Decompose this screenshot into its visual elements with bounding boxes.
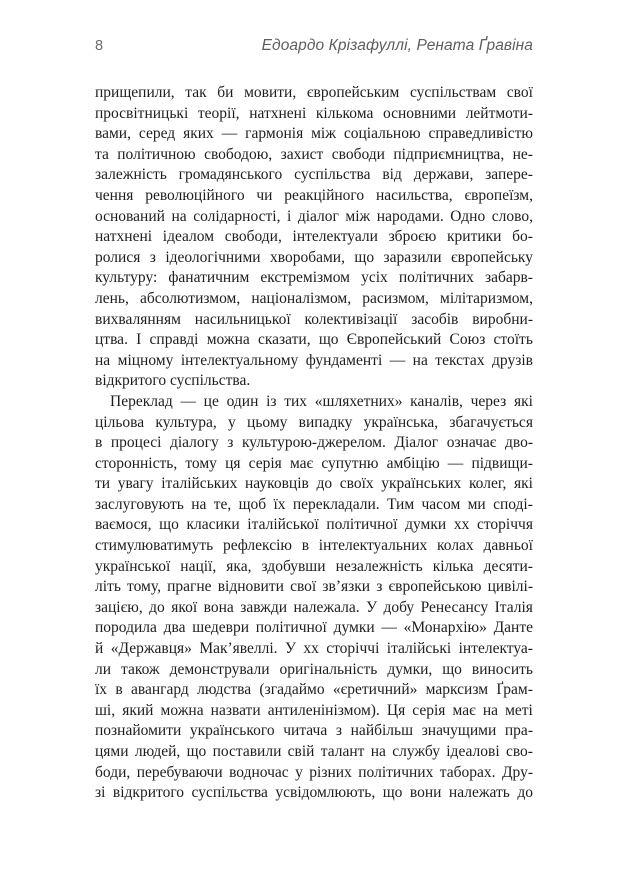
text-line: української нації, яка, здобувши незалежність кілька десяти-	[95, 557, 533, 575]
text-block	[95, 83, 533, 804]
text-line: сторонність, тому ця серія має супутню амбіцію — підвищи-	[95, 454, 533, 472]
text-line: просвітницькі теорії, натхнені кількома основними лейтмоти-	[95, 104, 533, 122]
page-header	[95, 37, 533, 55]
text-line: познайомити українського читача з найбільш значущими пра-	[95, 722, 533, 740]
text-line: й «Державця» Мак’явеллі. У хх сторіччі італійські інтелектуа-	[95, 640, 533, 658]
text-line: натхнені ідеалом свободи, інтелектуали зброєю критики бо-	[95, 228, 533, 246]
text-line: та політичною свободою, захист свободи підприємництва, не-	[95, 145, 533, 163]
text-line: зі відкритого суспільства усвідомлюють, що вони належать до	[95, 784, 533, 802]
text-line: стимулюватимуть рефлексію в інтелектуальних колах давньої	[95, 537, 533, 555]
text-line: чення революційного чи реакційного насильства, європеїзм,	[95, 186, 533, 204]
text-line: відкритого суспільства.	[95, 372, 251, 390]
text-line: ли також демонстрували оригінальність думки, що виносить	[95, 660, 533, 678]
text-line: вихвалянням насильницької колективізації засобів виробни-	[95, 310, 533, 328]
text-line: ти увагу італійських науковців до своїх українських колег, які	[95, 475, 533, 493]
text-line: заслуговують на те, щоб їх перекладали. Тим часом ми споді-	[95, 495, 533, 513]
text-line: залежність громадянського суспільства від держави, запере-	[95, 166, 533, 184]
running-title: Едоардо Крізафуллі, Рената Ґравіна	[261, 37, 533, 54]
text-line: в процесі діалогу з культурою-джерелом. Діалог означає дво-	[95, 434, 533, 452]
text-line: цтва. І справді можна сказати, що Європейський Союз стоїть	[95, 331, 533, 349]
text-line: боди, перебуваючи водночас у різних політичних таборах. Дру-	[95, 763, 533, 781]
text-line: зацією, до якої вона завжди належала. У добу Ренесансу Італія	[95, 598, 533, 616]
text-line: лень, абсолютизмом, націоналізмом, расизмом, мілітаризмом,	[95, 289, 533, 307]
text-line: цільова культура, у цьому випадку українська, збагачується	[95, 413, 533, 431]
paragraph	[95, 392, 533, 804]
text-line: Переклад — це один із тих «шляхетних» каналів, через які	[110, 392, 533, 410]
page-number: 8	[95, 38, 104, 54]
text-line: культуру: фанатичним екстремізмом усіх політичних забарв-	[95, 269, 533, 287]
text-line: ші, який можна назвати антиленінізмом). Ця серія має на меті	[95, 701, 533, 719]
text-line: породила два шедеври політичної думки — «Монархію» Данте	[95, 619, 533, 637]
text-line: літь тому, прагне відновити свої зв’язки з європейською цивілі-	[95, 578, 533, 596]
text-line: прищепили, так би мовити, європейським суспільствам свої	[95, 84, 533, 101]
text-line: цями людей, що поставили свій талант на службу ідеалові сво-	[95, 743, 533, 760]
text-line: ваємося, що класики італійської політичної думки хх сторіччя	[95, 516, 533, 534]
paragraph	[95, 83, 533, 392]
text-line: оснований на солідарності, і діалог між народами. Одно слово,	[95, 207, 533, 225]
text-line: на міцному інтелектуальному фундаменті — на текстах друзів	[95, 351, 533, 369]
text-line: вами, серед яких — гармонія між соціальною справедливістю	[95, 125, 533, 143]
text-line: ролися з ідеологічними хворобами, що заразили європейську	[95, 248, 533, 266]
text-line: їх в авангард людства (згадаймо «єретичний» марксизм Ґрам-	[95, 681, 533, 699]
